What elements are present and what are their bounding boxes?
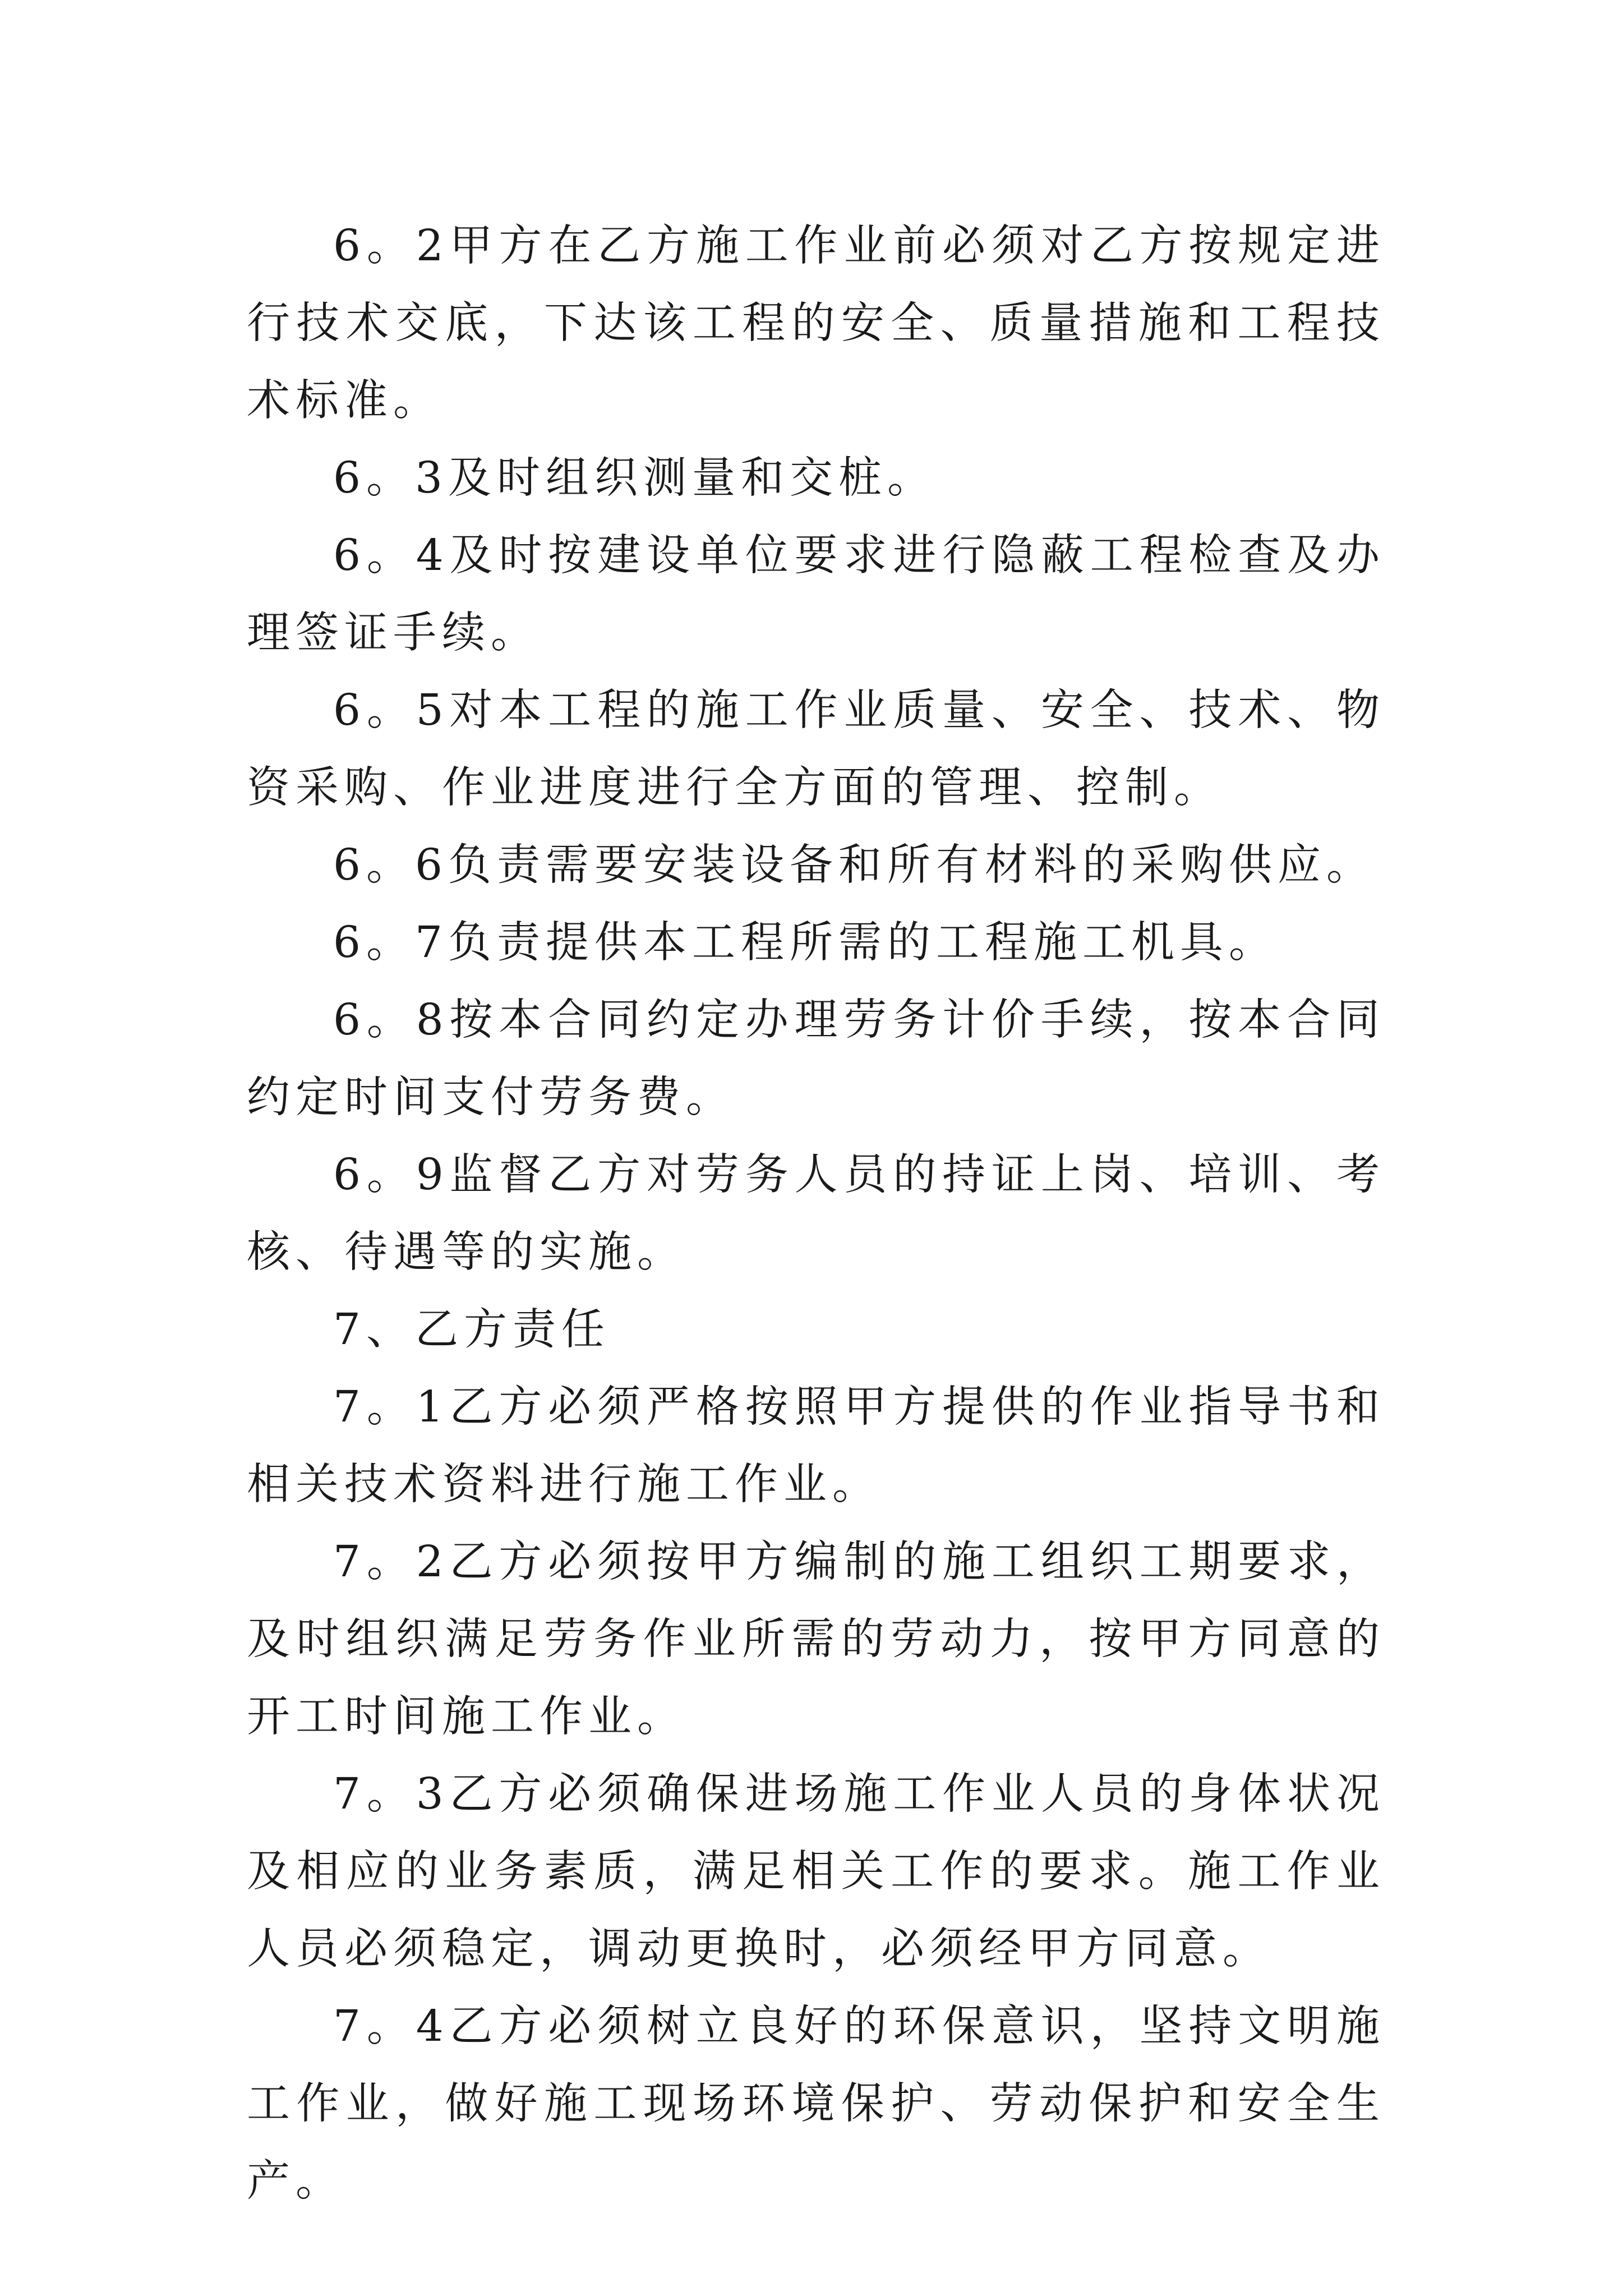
document-body (247, 208, 1385, 2220)
paragraph-6-7: 6。7负责提供本工程所需的工程施工机具。 (333, 918, 1278, 968)
paragraph-6-8: 6。8按本合同约定办理劳务计价手续，按本合同约定时间支付劳务费。 (247, 995, 1385, 1122)
section-heading-7: 7、乙方责任 (333, 1305, 610, 1355)
paragraph-6-5: 6。5对本工程的施工作业质量、安全、技术、物资采购、作业进度进行全方面的管理、控制。 (247, 685, 1385, 813)
paragraph-7-2: 7。2乙方必须按甲方编制的施工组织工期要求，及时组织满足劳务作业所需的劳动力，按甲方同意的开工时间施工作业。 (247, 1537, 1385, 1742)
paragraph-6-6: 6。6负责需要安装设备和所有材料的采购供应。 (333, 840, 1375, 890)
paragraph-6-9: 6。9监督乙方对劳务人员的持证上岗、培训、考核、待遇等的实施。 (247, 1150, 1385, 1277)
paragraph-6-3: 6。3及时组织测量和交桩。 (333, 453, 936, 503)
paragraph-6-4: 6。4及时按建设单位要求进行隐蔽工程检查及办理签证手续。 (247, 531, 1385, 658)
paragraph-7-3: 7。3乙方必须确保进场施工作业人员的身体状况及相应的业务素质，满足相关工作的要求。施工作业人员必须稳定，调动更换时，必须经甲方同意。 (247, 1769, 1385, 1974)
paragraph-7-1: 7。1乙方必须严格按照甲方提供的作业指导书和相关技术资料进行施工作业。 (247, 1382, 1385, 1510)
paragraph-6-2: 6。2甲方在乙方施工作业前必须对乙方按规定进行技术交底，下达该工程的安全、质量措施和工程技术标准。 (247, 221, 1385, 426)
paragraph-7-4: 7。4乙方必须树立良好的环保意识，坚持文明施工作业，做好施工现场环境保护、劳动保护和安全生产。 (247, 2001, 1385, 2206)
